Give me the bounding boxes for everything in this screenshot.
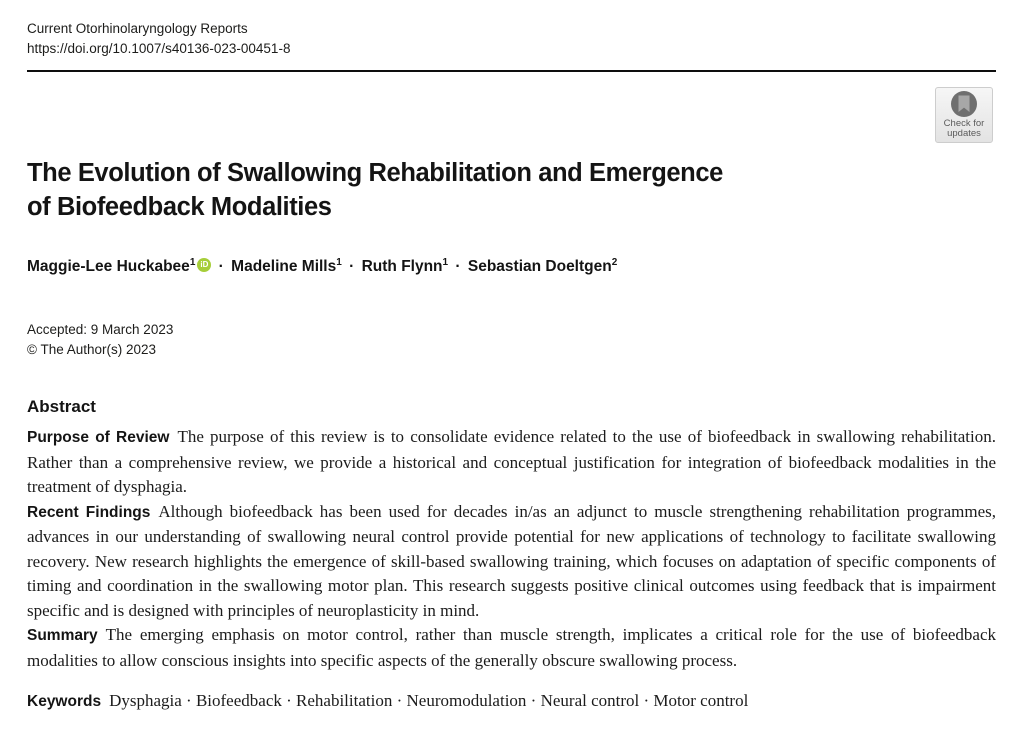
abstract-body: [27, 425, 996, 673]
author-affiliation-sup: 2: [611, 257, 618, 268]
crossmark-icon: [947, 89, 981, 121]
abstract-summary-text: The emerging emphasis on motor control, rather than muscle strength, implicates a critical role for the use of biofeedback modalities to allow conscious insights into specific aspects of the generally obscure swallowing process.: [27, 625, 996, 670]
doi-link[interactable]: https://doi.org/10.1007/s40136-023-00451-8: [27, 41, 291, 56]
author-name: Madeline Mills: [231, 258, 337, 276]
journal-name: Current Otorhinolaryngology Reports: [27, 21, 248, 36]
check-for-updates-badge[interactable]: [935, 87, 993, 143]
article-title: [27, 156, 996, 224]
article-title-line1: The Evolution of Swallowing Rehabilitation and Emergence: [27, 159, 723, 187]
abstract-summary-label: Summary: [27, 627, 98, 645]
abstract-findings-label: Recent Findings: [27, 503, 151, 521]
copyright-line: © The Author(s) 2023: [27, 342, 157, 358]
abstract-findings: [27, 500, 996, 624]
author-separator: ·: [451, 258, 465, 276]
keywords-label: Keywords: [27, 693, 102, 711]
author-name: Maggie-Lee Huckabee: [27, 258, 190, 276]
accepted-date: Accepted: 9 March 2023: [27, 322, 174, 338]
abstract-summary: [27, 623, 996, 673]
keywords-text: Dysphagia · Biofeedback · Rehabilitation · Neuromodulation · Neural control · Motor control: [109, 691, 749, 711]
article-dates: [27, 320, 996, 360]
abstract-purpose-label: Purpose of Review: [27, 429, 170, 447]
author-list: [27, 257, 996, 276]
abstract-purpose-text: The purpose of this review is to consolidate evidence related to the use of biofeedback in swallowing rehabilitation. Rather than a comprehensive review, we provide a historical and conceptual justification for integration of biofeedback modalities in the treatment of dysphagia.: [27, 427, 996, 497]
abstract-heading: Abstract: [27, 397, 96, 417]
article-title-line2: of Biofeedback Modalities: [27, 193, 332, 221]
author-separator: ·: [344, 258, 359, 276]
author-affiliation-sup: 1: [336, 257, 342, 268]
crossmark-label: Check for updates: [943, 118, 985, 139]
abstract-findings-text: Although biofeedback has been used for decades in/as an adjunct to muscle strengthening rehabilitation programmes, advances in our understanding of swallowing neural control provide potential for new applications of technology to facilitate swallowing recovery. New research highlights the emergence of skill-based swallowing training, which focuses on adaptation of specific components of timing and coordination in the swallowing motor plan. This research suggests positive clinical outcomes using feedback that is impairment specific and is designed with principles of neuroplasticity in mind.: [27, 501, 996, 620]
author-name: Ruth Flynn: [361, 258, 443, 276]
header-divider: [27, 70, 996, 72]
abstract-purpose: [27, 425, 996, 500]
author-affiliation-sup: 1: [189, 257, 196, 268]
author-separator: ·: [214, 258, 229, 276]
author-name: Sebastian Doeltgen: [467, 258, 612, 276]
author-affiliation-sup: 1: [442, 257, 449, 268]
keywords-line: [27, 689, 996, 714]
orcid-icon[interactable]: iD: [197, 258, 211, 272]
